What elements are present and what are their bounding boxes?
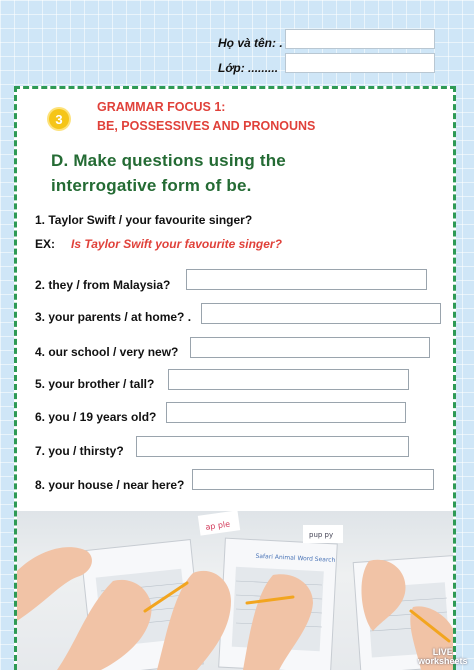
students-worksheet-photo [17,511,453,670]
example-question: 1. Taylor Swift / your favourite singer? [35,213,253,227]
answer-input-4[interactable] [190,337,430,358]
section-title-line2: BE, POSSESSIVES AND PRONOUNS [97,119,316,133]
section-title-line1: GRAMMAR FOCUS 1: [97,100,226,114]
instruction-line2: interrogative form of be. [51,176,252,195]
question-6: 6. you / 19 years old? [35,410,157,424]
answer-input-6[interactable] [166,402,406,423]
sticky-note-puppy-text: pup py [309,531,334,539]
answer-input-8[interactable] [192,469,434,490]
example-label: EX: [35,237,56,251]
question-7: 7. you / thirsty? [35,444,124,458]
sticky-note-apple [198,511,240,536]
answer-input-5[interactable] [168,369,409,390]
sticky-note-apple-text: ap ple [204,519,231,532]
question-3: 3. your parents / at home? . [35,310,192,324]
section-number-badge: 3 [49,109,69,129]
sticky-note-puppy [303,525,343,543]
name-input[interactable] [285,29,435,49]
question-2: 2. they / from Malaysia? [35,278,171,292]
class-label: Lớp: ......... [218,61,279,75]
instruction-line1: D. Make questions using the [51,151,286,170]
sheet-title-text: Safari Animal Word Search [255,552,336,564]
question-4: 4. our school / very new? [35,345,179,359]
liveworksheets-logo: LIVE worksheets [418,647,468,666]
question-8: 8. your house / near here? [35,478,185,492]
photo-illustration [17,511,453,670]
answer-input-3[interactable] [201,303,441,324]
answer-input-7[interactable] [136,436,409,457]
example-answer: Is Taylor Swift your favourite singer? [71,237,282,251]
name-label: Họ và tên: . [218,36,283,50]
answer-input-2[interactable] [186,269,427,290]
class-input[interactable] [285,53,435,73]
question-5: 5. your brother / tall? [35,377,155,391]
